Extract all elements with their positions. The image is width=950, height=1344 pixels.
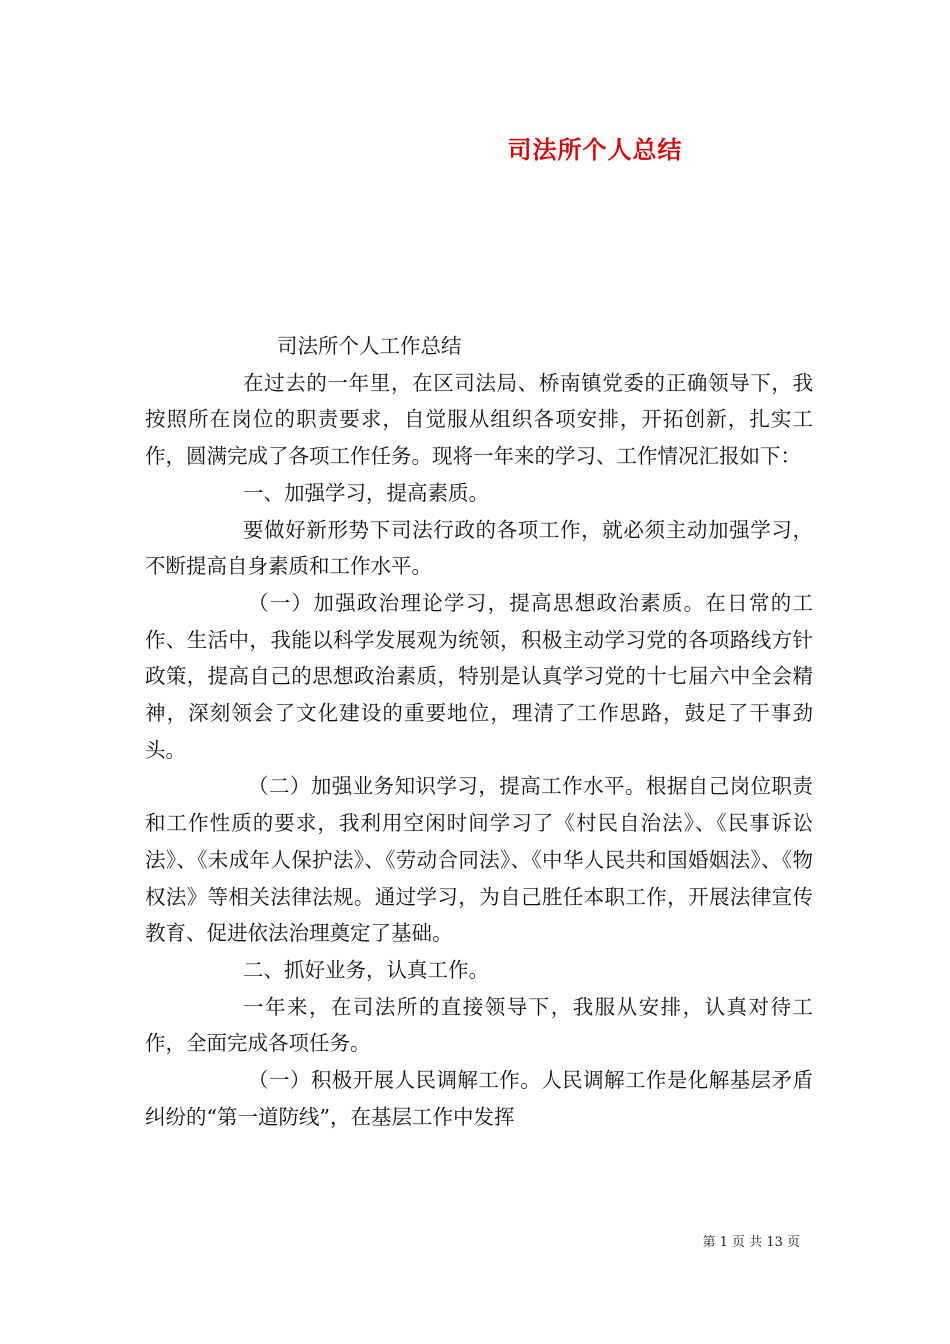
paragraph-mediation: （一）积极开展人民调解工作。人民调解工作是化解基层矛盾纠纷的“第一道防线”，在基层工作中发挥 (145, 1068, 813, 1129)
document-subtitle: 司法所个人工作总结 (277, 334, 462, 358)
paragraph-study: 要做好新形势下司法行政的各项工作，就必须主动加强学习，不断提高自身素质和工作水平。 (145, 517, 813, 579)
paragraph-work: 一年来，在司法所的直接领导下，我服从安排，认真对待工作，全面完成各项任务。 (145, 994, 813, 1056)
document-title: 司法所个人总结 (507, 135, 683, 164)
paragraph-political-study: （一）加强政治理论学习，提高思想政治素质。在日常的工作、生活中，我能以科学发展观为统领，积极主动学习党的各项路线方针政策，提高自己的思想政治素质，特别是认真学习党的十七届六中全会精神，深刻领会了文化建设的重要地位，理清了工作思路，鼓足了干事劲头。 (145, 590, 813, 762)
paragraph-business-study: （二）加强业务知识学习，提高工作水平。根据自己岗位职责和工作性质的要求，我利用空闲时间学习了《村民自治法》、《民事诉讼法》、《未成年人保护法》、《劳动合同法》、《中华人民共和国婚姻法》、《物权法》等相关法律法规。通过学习，为自己胜任本职工作，开展法律宣传教育、促进依法治理奠定了基础。 (145, 774, 813, 946)
section-heading-1: 一、加强学习，提高素质。 (243, 480, 489, 505)
paragraph-intro: 在过去的一年里，在区司法局、桥南镇党委的正确领导下，我按照所在岗位的职责要求，自觉服从组织各项安排，开拓创新，扎实工作，圆满完成了各项工作任务。现将一年来的学习、工作情况汇报如下： (145, 370, 813, 469)
document-body (145, 328, 813, 1135)
section-heading-2: 二、抓好业务，认真工作。 (243, 957, 489, 982)
page-number: 第 1 页 共 13 页 (702, 1235, 800, 1250)
